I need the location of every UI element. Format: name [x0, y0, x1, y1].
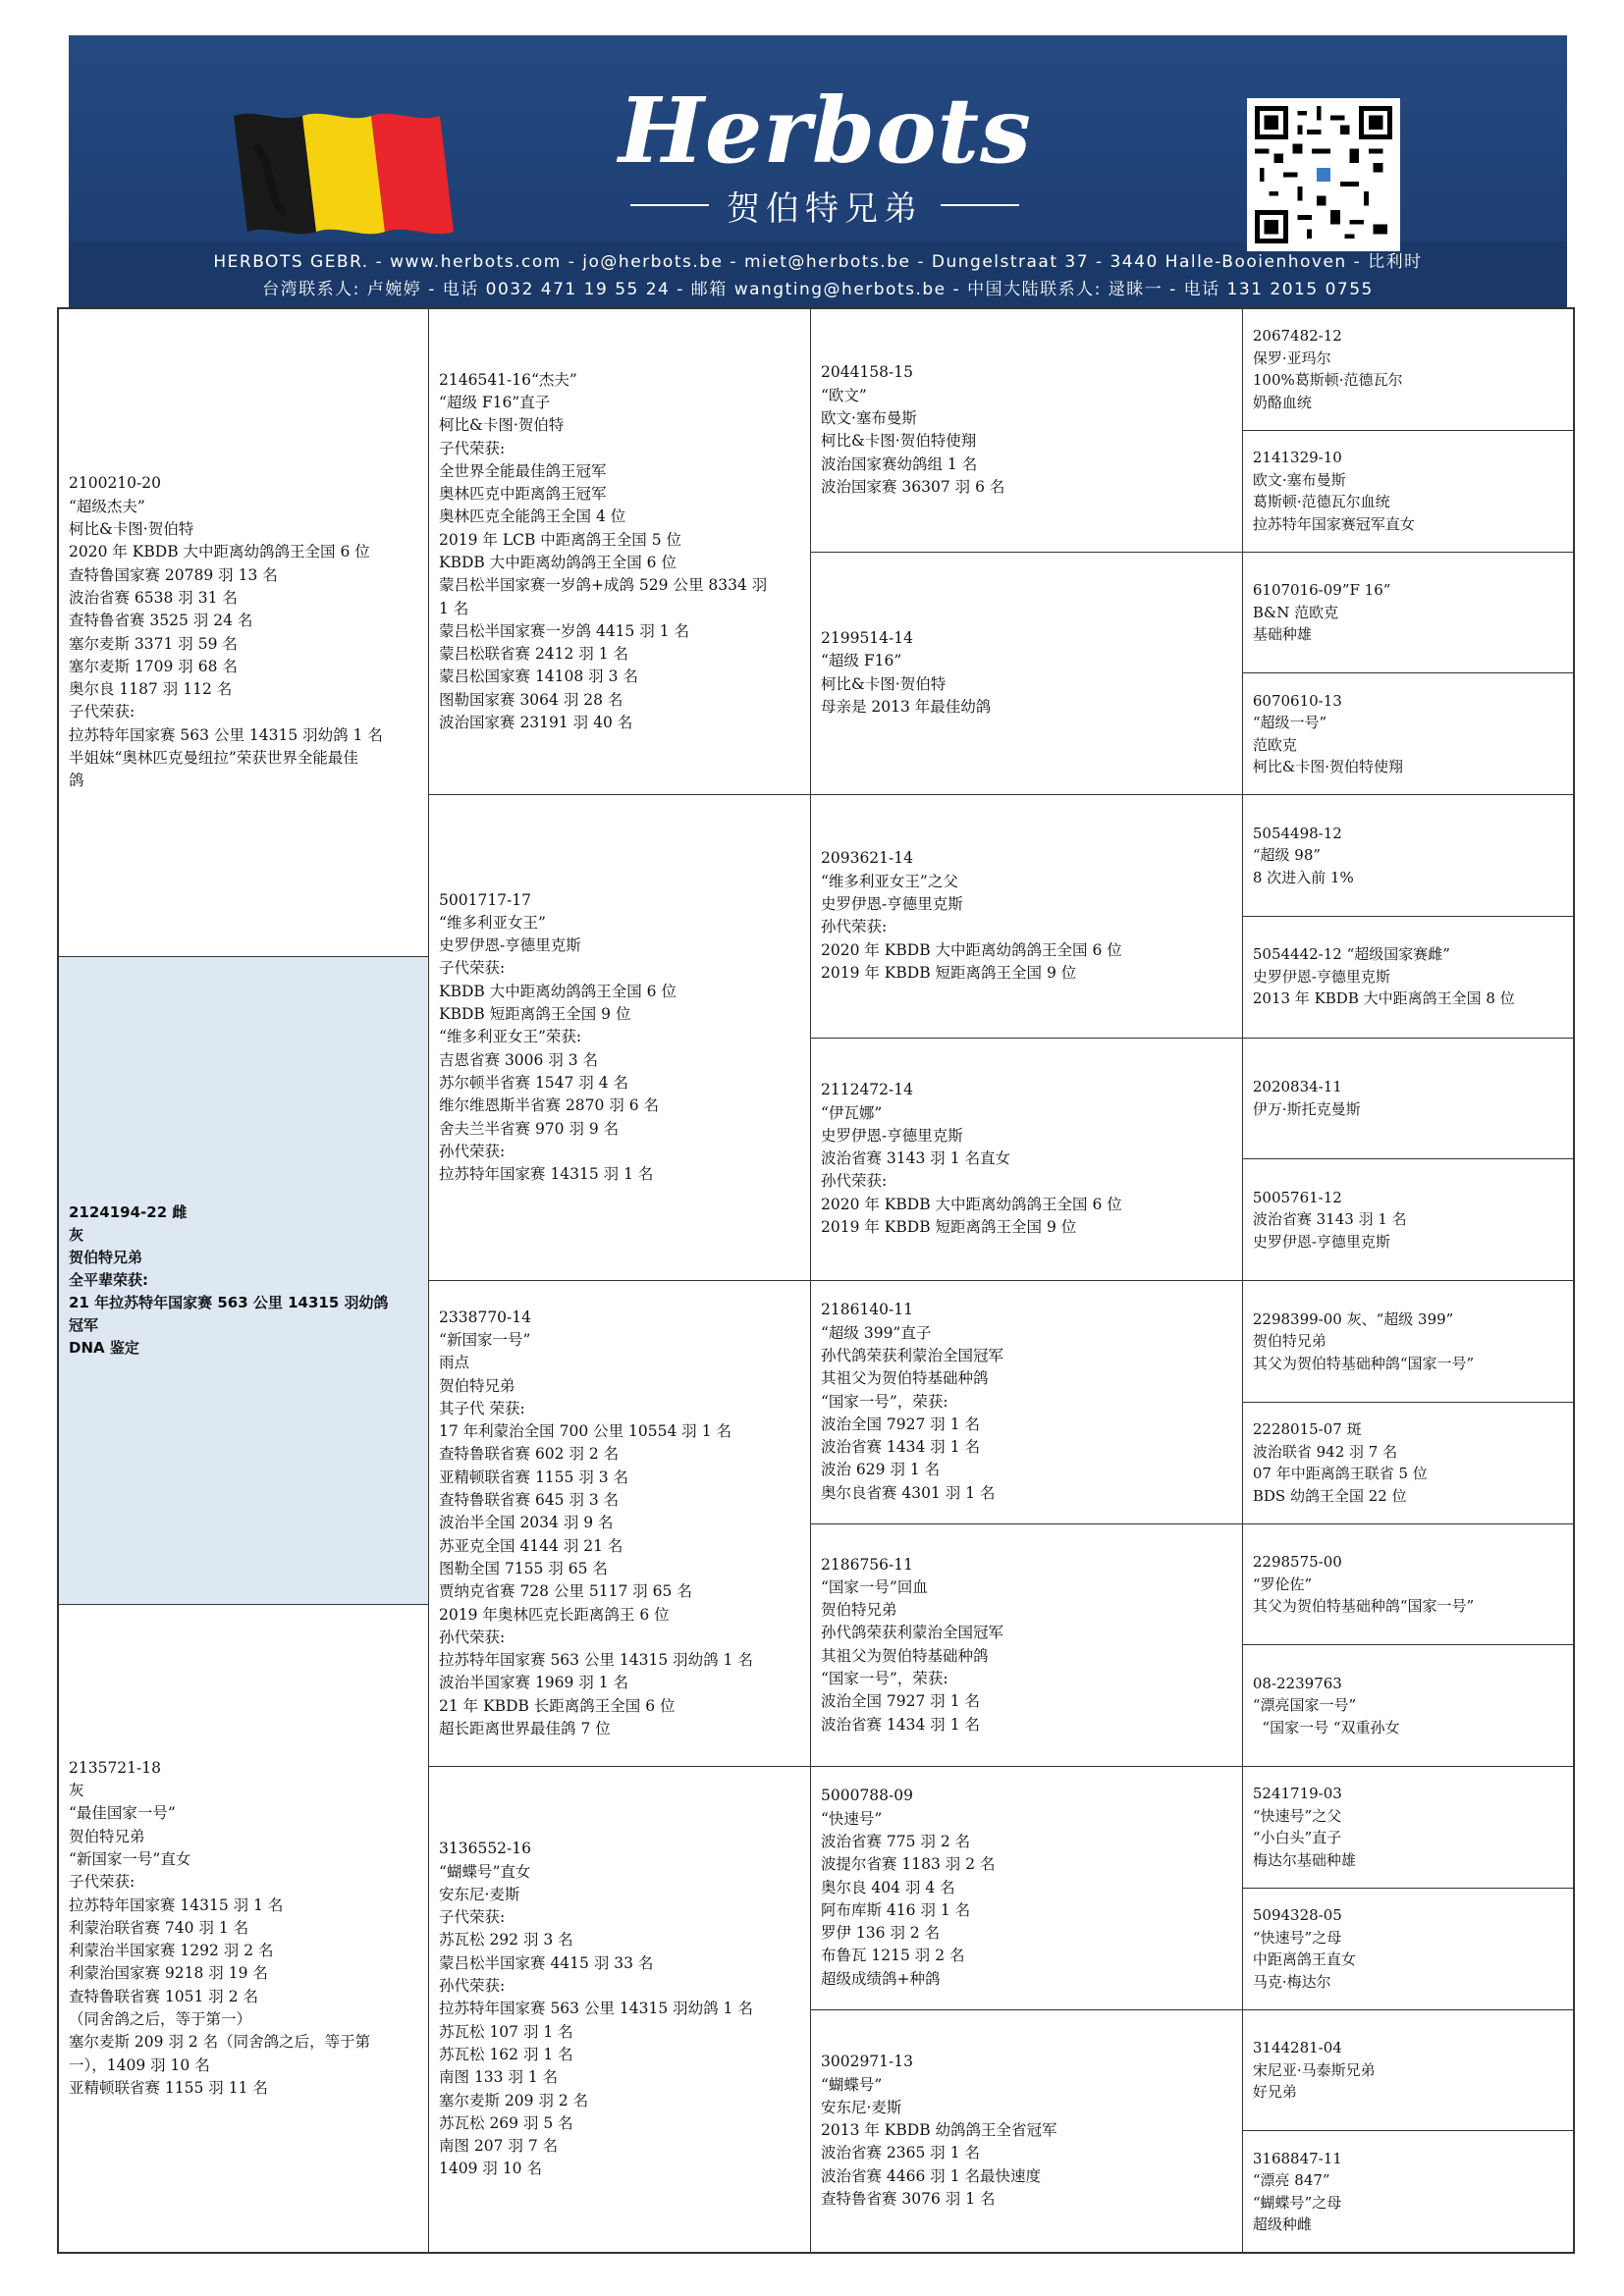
pedigree-line: 波治省赛 775 羽 2 名 — [821, 1833, 971, 1850]
pedigree-line: 拉苏特年国家赛 563 公里 14315 羽幼鸽 1 名 — [439, 1651, 753, 1670]
pedigree-line: 波提尔省赛 1183 羽 2 名 — [821, 1855, 996, 1874]
pedigree-cell — [1243, 2010, 1573, 2132]
pedigree-line: 冠军 — [69, 1316, 99, 1334]
pedigree-line: 其父为贺伯特基础种鸽“国家一号” — [1252, 1354, 1475, 1372]
pedigree-line: KBDB 大中距离幼鸽鸽王全国 6 位 — [439, 554, 677, 571]
pedigree-cell — [1243, 795, 1573, 917]
pedigree-line: 2019 年 KBDB 短距离鸽王全国 9 位 — [821, 963, 1077, 982]
pedigree-cell — [429, 309, 810, 795]
pedigree-line: 查特鲁联省赛 602 羽 2 名 — [439, 1445, 620, 1464]
pedigree-line: “蝴蝶号”之母 — [1252, 2193, 1342, 2212]
pedigree-line: “蝴蝶号”直女 — [439, 1862, 531, 1881]
ring-number: 5001717-17 — [439, 890, 532, 909]
pedigree-line: 欧文·塞布曼斯 — [1252, 470, 1346, 489]
pedigree-line: “蝴蝶号” — [821, 2075, 883, 2094]
pedigree-line: 2019 年奥林匹克长距离鸽王 6 位 — [439, 1605, 670, 1624]
pedigree-column-subject — [59, 309, 429, 2252]
pedigree-line: 波治全国 7927 羽 1 名 — [821, 1415, 981, 1433]
pedigree-line: 2020 年 KBDB 大中距离幼鸽鸽王全国 6 位 — [69, 543, 370, 561]
ring-number: 2298575-00 — [1252, 1553, 1342, 1572]
pedigree-cell — [811, 309, 1242, 553]
pedigree-line: 雨点 — [439, 1354, 470, 1372]
pedigree-cell — [1243, 1645, 1573, 1767]
pedigree-cell — [1243, 1889, 1573, 2010]
pedigree-line: 柯比&卡图·贺伯特 — [439, 416, 565, 435]
pedigree-line: 苏亚克全国 4144 羽 21 名 — [439, 1536, 623, 1555]
pedigree-line: 17 年利蒙治全国 700 公里 10554 羽 1 名 — [439, 1422, 731, 1441]
pedigree-line: 苏尔顿半省赛 1547 羽 4 名 — [439, 1073, 629, 1092]
pedigree-line: 全平辈荣获: — [69, 1271, 148, 1289]
pedigree-line: 贾纳克省赛 728 公里 5117 羽 65 名 — [439, 1582, 692, 1601]
pedigree-line: 拉苏特年国家赛 14315 羽 1 名 — [69, 1896, 284, 1914]
pedigree-line: 查特鲁联省赛 645 羽 3 名 — [439, 1491, 620, 1510]
pedigree-cell — [1243, 431, 1573, 553]
brand-logo: Herbots — [619, 78, 1032, 184]
ring-number: 2112472-14 — [821, 1081, 913, 1099]
pedigree-line: DNA 鉴定 — [69, 1339, 139, 1357]
pedigree-line: 波治国家赛 23191 羽 40 名 — [439, 714, 633, 732]
pedigree-line: 南图 207 羽 7 名 — [439, 2137, 559, 2156]
pedigree-cell — [811, 1767, 1242, 2010]
pedigree-line: “超级杰夫” — [69, 497, 145, 515]
pedigree-line: 蒙吕松半国家赛 4415 羽 33 名 — [439, 1953, 654, 1972]
pedigree-line: 孙代荣获: — [821, 1172, 888, 1191]
pedigree-line: 母亲是 2013 年最佳幼鸽 — [821, 698, 992, 717]
pedigree-line: “最佳国家一号” — [69, 1804, 176, 1823]
pedigree-line: 07 年中距离鸽王联省 5 位 — [1252, 1465, 1428, 1483]
ring-number: 5094328-05 — [1252, 1906, 1342, 1925]
pedigree-line: 超长距离世界最佳鸽 7 位 — [439, 1720, 611, 1738]
ring-number: 2199514-14 — [821, 629, 913, 648]
pedigree-line: 利蒙治国家赛 9218 羽 19 名 — [69, 1964, 268, 1983]
pedigree-line: 波治省赛 3143 羽 1 名 — [1252, 1210, 1407, 1229]
pedigree-line: 伊万·斯托克曼斯 — [1252, 1099, 1361, 1118]
pedigree-line: 波治国家赛幼鸽组 1 名 — [821, 454, 978, 473]
pedigree-line: 维尔维恩斯半省赛 2870 羽 6 名 — [439, 1096, 660, 1115]
pedigree-line: 安东尼·麦斯 — [821, 2098, 902, 2116]
pedigree-line: 罗伊 136 羽 2 名 — [821, 1924, 941, 1943]
pedigree-line: “罗伦佐” — [1252, 1575, 1313, 1593]
ring-number: 2338770-14 — [439, 1308, 532, 1326]
pedigree-line: 查特鲁国家赛 20789 羽 13 名 — [69, 565, 278, 584]
pedigree-line: 欧文·塞布曼斯 — [821, 408, 917, 427]
pedigree-line: 波治省赛 2365 羽 1 名 — [821, 2144, 981, 2163]
pedigree-line: 奶酪血统 — [1252, 393, 1312, 411]
ring-number: 2093621-14 — [821, 849, 913, 868]
pedigree-line: 苏瓦松 269 羽 5 名 — [439, 2113, 573, 2132]
pedigree-line: 其父为贺伯特基础种鸽“国家一号” — [1252, 1597, 1475, 1616]
pedigree-line: 子代荣获: — [69, 703, 135, 721]
pedigree-line: 苏瓦松 292 羽 3 名 — [439, 1931, 573, 1949]
pedigree-line: 波治省赛 4466 羽 1 名最快速度 — [821, 2166, 1042, 2185]
pedigree-line: “超级 F16”直子 — [439, 393, 551, 411]
pedigree-line: 21 年拉苏特年国家赛 563 公里 14315 羽幼鸽 — [69, 1294, 389, 1311]
pedigree-line: 灰 — [69, 1782, 84, 1800]
pedigree-line: 史罗伊恩-亨德里克斯 — [439, 936, 581, 955]
pedigree-line: 一），1409 羽 10 名 — [69, 2056, 210, 2074]
ring-number: 2298399-00 灰、“超级 399” — [1252, 1309, 1454, 1328]
pedigree-line: 2013 年 KBDB 幼鸽鸽王全省冠军 — [821, 2121, 1057, 2140]
pedigree-line: 子代荣获: — [439, 1908, 506, 1927]
pedigree-line: 查特鲁省赛 3525 羽 24 名 — [69, 612, 253, 630]
pedigree-line: “国家一号”回血 — [821, 1577, 928, 1596]
pedigree-line: 蒙吕松国家赛 14108 羽 3 名 — [439, 667, 638, 686]
ring-number: 5054498-12 — [1252, 824, 1342, 842]
ring-number: 2228015-07 斑 — [1252, 1420, 1362, 1439]
pedigree-line: 基础种雄 — [1252, 625, 1312, 644]
pedigree-line: 贺伯特兄弟 — [1252, 1332, 1326, 1351]
header-banner — [69, 35, 1567, 307]
pedigree-cell — [429, 1767, 810, 2252]
ring-number: 5000788-09 — [821, 1787, 913, 1805]
pedigree-line: 2019 年 LCB 中距离鸽王全国 5 位 — [439, 530, 682, 549]
ring-number: 2146541-16“杰夫” — [439, 370, 577, 389]
qr-code-icon — [1247, 98, 1400, 251]
pedigree-cell — [1243, 1159, 1573, 1281]
pedigree-line: 波治全国 7927 羽 1 名 — [821, 1692, 981, 1711]
pedigree-line: 波治省赛 6538 羽 31 名 — [69, 588, 238, 607]
belgian-flag-icon — [226, 106, 471, 243]
pedigree-cell — [1243, 1281, 1573, 1403]
pedigree-line: 拉苏特年国家赛 14315 羽 1 名 — [439, 1165, 654, 1184]
pedigree-line: 查特鲁省赛 3076 羽 1 名 — [821, 2189, 996, 2208]
pedigree-line: 塞尔麦斯 1709 羽 68 名 — [69, 657, 238, 675]
pedigree-line: “新国家一号”直女 — [69, 1849, 191, 1868]
pedigree-line: 超级种雌 — [1252, 2216, 1312, 2234]
pedigree-line: 半姐妹“奥林匹克曼纽拉”荣获世界全能最佳 — [69, 748, 358, 767]
pedigree-line: 塞尔麦斯 209 羽 2 名（同舍鸽之后，等于第 — [69, 2033, 371, 2052]
pedigree-line: 苏瓦松 107 羽 1 名 — [439, 2022, 573, 2041]
pedigree-line: 贺伯特兄弟 — [439, 1376, 515, 1395]
ring-number: 5005761-12 — [1252, 1188, 1342, 1206]
pedigree-line: 波治省赛 1434 羽 1 名 — [821, 1438, 981, 1457]
pedigree-line: 孙代鸽荣获利蒙治全国冠军 — [821, 1624, 1004, 1642]
pedigree-line: 图勒国家赛 3064 羽 28 名 — [439, 690, 623, 709]
pedigree-line: 孙代荣获: — [439, 1142, 506, 1160]
pedigree-line: KBDB 短距离鸽王全国 9 位 — [439, 1005, 631, 1024]
pedigree-line: 孙代荣获: — [439, 1628, 506, 1646]
pedigree-line: “伊瓦娜” — [821, 1103, 883, 1122]
brand-subtitle — [599, 181, 1051, 230]
pedigree-line: 其祖父为贺伯特基础种鸽 — [821, 1646, 989, 1665]
pedigree-line: 2020 年 KBDB 大中距离幼鸽鸽王全国 6 位 — [821, 940, 1122, 959]
pedigree-line: 阿布库斯 416 羽 1 名 — [821, 1900, 971, 1919]
pedigree-table — [57, 307, 1575, 2254]
pedigree-line: 柯比&卡图·贺伯特使翔 — [821, 432, 977, 451]
pedigree-line: BDS 幼鸽王全国 22 位 — [1252, 1486, 1407, 1505]
pedigree-line: 子代荣获: — [439, 959, 506, 978]
pedigree-column-grandparents — [811, 309, 1243, 2252]
pedigree-line: 布鲁瓦 1215 羽 2 名 — [821, 1947, 965, 1965]
pedigree-line: 拉苏特年国家赛 563 公里 14315 羽幼鸽 1 名 — [439, 2000, 753, 2018]
pedigree-line: “维多利亚女王”荣获: — [439, 1028, 582, 1046]
pedigree-line: 贺伯特兄弟 — [69, 1249, 143, 1266]
pedigree-line: 史罗伊恩-亨德里克斯 — [821, 894, 963, 913]
pedigree-line: 利蒙治联省赛 740 羽 1 名 — [69, 1918, 249, 1937]
pedigree-line: “新国家一号” — [439, 1330, 531, 1349]
contact-line-europe: HERBOTS GEBR. - www.herbots.com - jo@herbots.be - miet@herbots.be - Dungelstraat 37 - 3440 Halle-Booienhoven - 比利时 — [213, 252, 1423, 272]
pedigree-line: 塞尔麦斯 3371 羽 59 名 — [69, 634, 238, 653]
pedigree-line: 蒙吕松半国家赛一岁鸽 4415 羽 1 名 — [439, 621, 690, 640]
pedigree-cell — [1243, 1767, 1573, 1889]
brand-subtitle-text: 贺伯特兄弟 — [727, 188, 923, 229]
pedigree-line: 100%葛斯顿·范德瓦尔 — [1252, 371, 1403, 390]
pedigree-cell — [811, 2010, 1242, 2253]
pedigree-line: 孙代荣获: — [821, 918, 888, 936]
pedigree-cell — [1243, 1403, 1573, 1524]
pedigree-line: 蒙吕松半国家赛一岁鸽+成鸽 529 公里 8334 羽 — [439, 576, 768, 595]
ring-number: 5054442-12 “超级国家赛雌” — [1252, 945, 1450, 964]
pedigree-line: 2013 年 KBDB 大中距离鸽王全国 8 位 — [1252, 989, 1515, 1008]
pedigree-line: 保罗·亚玛尔 — [1252, 348, 1331, 367]
ring-number: 2067482-12 — [1252, 327, 1342, 346]
ring-number: 2141329-10 — [1252, 449, 1342, 467]
pedigree-line: 贺伯特兄弟 — [821, 1601, 897, 1620]
pedigree-line: 奥林匹克全能鸽王全国 4 位 — [439, 507, 626, 526]
pedigree-line: “漂亮 847” — [1252, 2171, 1330, 2190]
pedigree-line: 波治国家赛 36307 羽 6 名 — [821, 477, 1005, 496]
ring-number: 3002971-13 — [821, 2053, 913, 2071]
pedigree-line: “超级一号” — [1252, 714, 1327, 732]
pedigree-cell — [1243, 1524, 1573, 1646]
pedigree-line: 1409 羽 10 名 — [439, 2160, 542, 2178]
ring-number: 2186140-11 — [821, 1301, 913, 1319]
pedigree-line: “国家一号”，荣获: — [821, 1392, 948, 1411]
pedigree-line: 利蒙治半国家赛 1292 羽 2 名 — [69, 1942, 274, 1960]
ring-number: 3144281-04 — [1252, 2039, 1342, 2057]
pedigree-cell — [811, 1281, 1242, 1524]
contact-line-asia: 台湾联系人: 卢婉婷 - 电话 0032 471 19 55 24 - 邮箱 wangting@herbots.be - 中国大陆联系人: 逯睐一 - 电话 131 2015 0755 — [262, 280, 1374, 299]
pedigree-line: “小白头”直子 — [1252, 1829, 1342, 1847]
ring-number: 3136552-16 — [439, 1840, 532, 1858]
pedigree-line: 灰 — [69, 1226, 84, 1244]
pedigree-line: 蒙吕松联省赛 2412 羽 1 名 — [439, 645, 629, 664]
pedigree-column-great-grandparents — [1243, 309, 1573, 2252]
pedigree-line: 安东尼·麦斯 — [439, 1885, 520, 1903]
pedigree-line: “快速号”之父 — [1252, 1806, 1342, 1825]
pedigree-line: 苏瓦松 162 羽 1 名 — [439, 2045, 573, 2063]
pedigree-line: 2020 年 KBDB 大中距离幼鸽鸽王全国 6 位 — [821, 1195, 1122, 1213]
pedigree-cell — [811, 1524, 1242, 1768]
pedigree-line: 波治省赛 3143 羽 1 名直女 — [821, 1149, 1011, 1168]
pedigree-line: 8 次进入前 1% — [1252, 868, 1354, 886]
pedigree-line: 拉苏特年国家赛 563 公里 14315 羽幼鸽 1 名 — [69, 725, 383, 744]
pedigree-line: 贺伯特兄弟 — [69, 1827, 145, 1845]
ring-number: 2100210-20 — [69, 474, 161, 493]
pedigree-line: 梅达尔基础种雄 — [1252, 1850, 1356, 1869]
ring-number: 2044158-15 — [821, 363, 913, 382]
pedigree-line: 亚精顿联省赛 1155 羽 11 名 — [69, 2078, 268, 2097]
pedigree-cell — [811, 553, 1242, 796]
pedigree-line: 史罗伊恩-亨德里克斯 — [1252, 967, 1390, 986]
pedigree-line: 孙代鸽荣获利蒙治全国冠军 — [821, 1347, 1004, 1364]
pedigree-line: 南图 133 羽 1 名 — [439, 2068, 559, 2087]
pedigree-line: 奥尔良省赛 4301 羽 1 名 — [821, 1483, 996, 1502]
pedigree-line: 鸽 — [69, 772, 84, 790]
pedigree-line: 1 名 — [439, 599, 469, 617]
pedigree-cell — [1243, 1039, 1573, 1160]
pedigree-cell — [1243, 553, 1573, 674]
subject-pigeon-cell — [59, 957, 428, 1605]
pedigree-cell — [811, 1039, 1242, 1282]
pedigree-line: 舍夫兰半省赛 970 羽 9 名 — [439, 1119, 620, 1138]
pedigree-line: 马克·梅达尔 — [1252, 1972, 1331, 1991]
pedigree-line: “超级 399”直子 — [821, 1323, 932, 1342]
pedigree-cell — [429, 795, 810, 1281]
pedigree-line: 其祖父为贺伯特基础种鸽 — [821, 1369, 989, 1388]
pedigree-cell — [59, 1605, 428, 2252]
pedigree-line: “超级 F16” — [821, 652, 902, 670]
ring-number: 5241719-03 — [1252, 1785, 1342, 1803]
ring-number: 2186756-11 — [821, 1555, 913, 1574]
pedigree-line: 奥尔良 1187 羽 112 名 — [69, 680, 233, 699]
pedigree-line: 波治省赛 1434 羽 1 名 — [821, 1715, 981, 1734]
pedigree-column-parents — [429, 309, 811, 2252]
pedigree-line: 中距离鸽王直女 — [1252, 1950, 1356, 1969]
pedigree-line: 查特鲁联省赛 1051 羽 2 名 — [69, 1987, 259, 2005]
pedigree-line: 范欧克 — [1252, 735, 1297, 754]
pedigree-line: 宋尼亚·马泰斯兄弟 — [1252, 2060, 1376, 2079]
pedigree-line: 超级成绩鸽+种鸽 — [821, 1969, 941, 1988]
pedigree-line: “国家一号”，荣获: — [821, 1670, 948, 1688]
ring-number: 2124194-22 雌 — [69, 1203, 188, 1221]
pedigree-line: 史罗伊恩-亨德里克斯 — [821, 1126, 963, 1145]
pedigree-line: 图勒全国 7155 羽 65 名 — [439, 1559, 608, 1577]
pedigree-line: 亚精顿联省赛 1155 羽 3 名 — [439, 1468, 629, 1486]
pedigree-line: 21 年 KBDB 长距离鸽王全国 6 位 — [439, 1696, 676, 1715]
pedigree-line: “漂亮国家一号” — [1252, 1696, 1357, 1715]
pedigree-line: “国家一号 “双重孙女 — [1252, 1718, 1400, 1736]
pedigree-line: （同舍鸽之后，等于第一） — [69, 2010, 252, 2029]
pedigree-line: 吉恩省赛 3006 羽 3 名 — [439, 1050, 599, 1069]
pedigree-line: 好兄弟 — [1252, 2083, 1297, 2102]
pedigree-cell — [1243, 309, 1573, 431]
pedigree-line: 2019 年 KBDB 短距离鸽王全国 9 位 — [821, 1217, 1077, 1236]
pedigree-cell — [1243, 2131, 1573, 2252]
pedigree-line: 波治半国家赛 1969 羽 1 名 — [439, 1674, 629, 1692]
pedigree-line: 全世界全能最佳鸽王冠军 — [439, 461, 607, 480]
pedigree-cell — [811, 795, 1242, 1039]
pedigree-line: 奥尔良 404 羽 4 名 — [821, 1878, 955, 1896]
subtitle-rule-right — [941, 204, 1019, 206]
pedigree-line: B&N 范欧克 — [1252, 603, 1339, 621]
pedigree-line: 其子代 荣获: — [439, 1399, 525, 1417]
ring-number: 6107016-09”F 16” — [1252, 581, 1391, 600]
pedigree-cell — [59, 309, 428, 957]
pedigree-line: 拉苏特年国家赛冠军直女 — [1252, 514, 1415, 533]
pedigree-line: 波治 629 羽 1 名 — [821, 1461, 941, 1479]
pedigree-line: “维多利亚女王”之父 — [821, 872, 958, 890]
pedigree-line: 史罗伊恩-亨德里克斯 — [1252, 1232, 1390, 1251]
pedigree-line: 奥林匹克中距离鸽王冠军 — [439, 485, 607, 504]
pedigree-line: 子代荣获: — [69, 1873, 135, 1892]
pedigree-cell — [429, 1281, 810, 1767]
pedigree-line: “欧文” — [821, 386, 867, 404]
pedigree-line: “超级 98” — [1252, 846, 1322, 865]
ring-number: 2020834-11 — [1252, 1078, 1342, 1096]
pedigree-line: 柯比&卡图·贺伯特使翔 — [1252, 758, 1403, 776]
subtitle-rule-left — [630, 204, 709, 206]
pedigree-line: 塞尔麦斯 209 羽 2 名 — [439, 2091, 589, 2109]
pedigree-line: “快速号”之母 — [1252, 1928, 1342, 1947]
ring-number: 3168847-11 — [1252, 2149, 1342, 2167]
pedigree-cell — [1243, 673, 1573, 795]
pedigree-line: 柯比&卡图·贺伯特 — [69, 520, 194, 539]
pedigree-line: 葛斯顿·范德瓦尔血统 — [1252, 493, 1390, 511]
pedigree-line: 柯比&卡图·贺伯特 — [821, 674, 947, 693]
pedigree-line: 波治半全国 2034 羽 9 名 — [439, 1514, 614, 1532]
ring-number: 08-2239763 — [1252, 1674, 1342, 1692]
pedigree-line: 孙代荣获: — [439, 1977, 506, 1996]
pedigree-line: 波治联省 942 羽 7 名 — [1252, 1442, 1398, 1461]
pedigree-line: KBDB 大中距离幼鸽鸽王全国 6 位 — [439, 982, 677, 1000]
ring-number: 2135721-18 — [69, 1758, 161, 1777]
pedigree-line: “快速号” — [821, 1809, 883, 1828]
ring-number: 6070610-13 — [1252, 691, 1342, 710]
pedigree-cell — [1243, 917, 1573, 1039]
pedigree-line: 子代荣获: — [439, 439, 506, 457]
pedigree-line: “维多利亚女王” — [439, 913, 546, 932]
